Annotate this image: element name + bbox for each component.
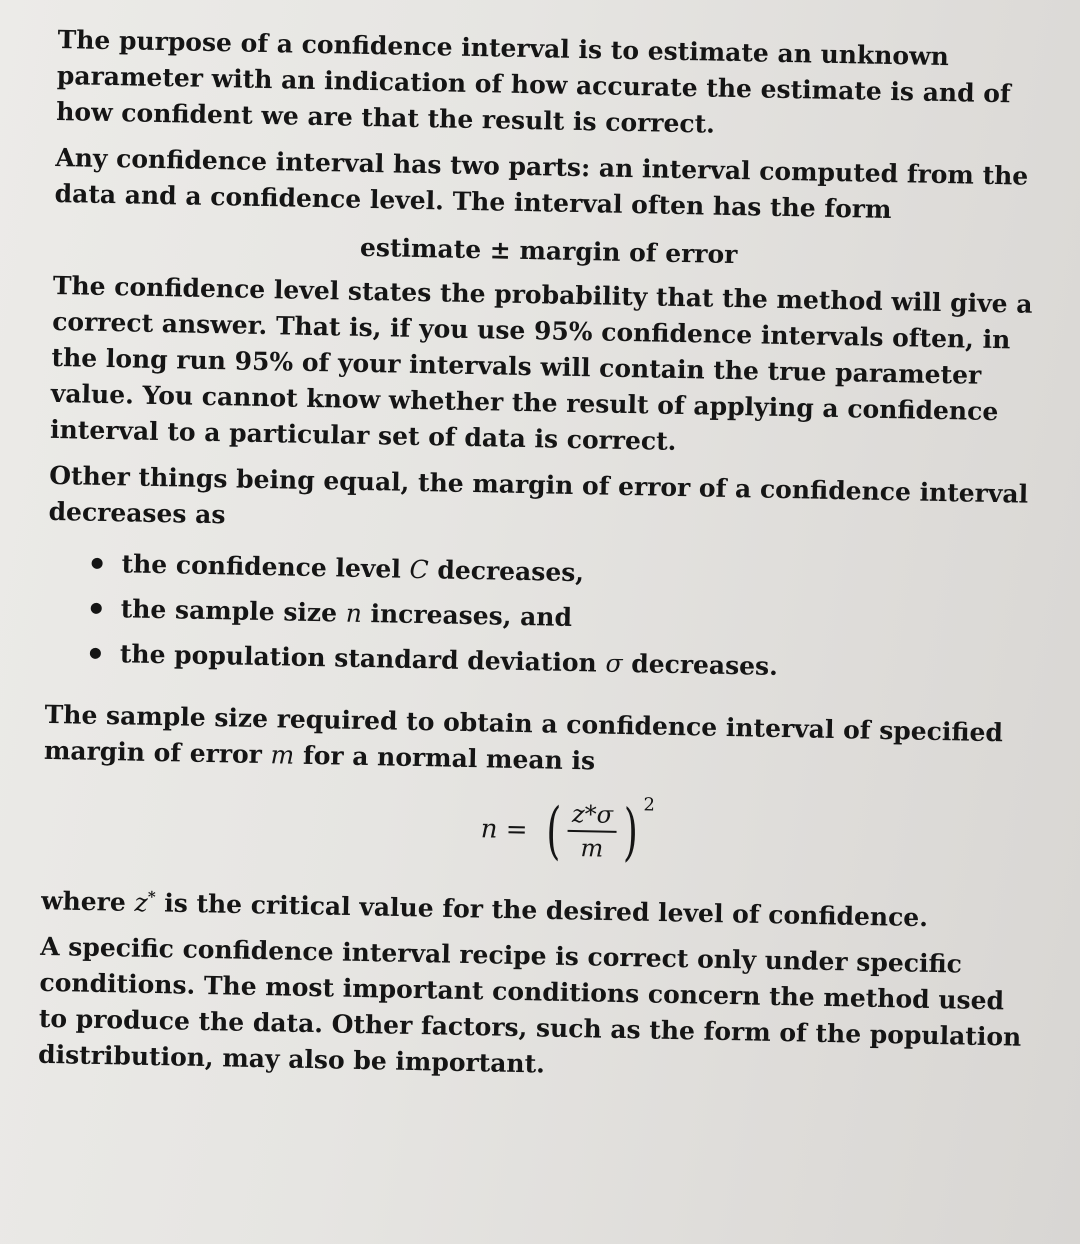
right-paren: ) [622, 795, 639, 869]
list-item: the sample size n increases, and [90, 586, 1037, 649]
term-confidence-level: confidence level [114, 272, 340, 306]
paragraph-sample-size: The sample size required to obtain a confidence interval of specified margin of error m for a normal mean is [43, 699, 1004, 776]
sample-size-formula [42, 773, 1034, 888]
list-item: the confidence level C decreases, [91, 541, 1038, 604]
list-item: the population standard deviation σ decreases. [89, 631, 1036, 694]
paragraph-critical-value: where z* is the critical value for the desired level of confidence. [40, 886, 929, 933]
paragraph-two-parts: Any confidence interval has two parts: an interval computed from the data and a confidence level. The interval often has the form [54, 142, 1029, 225]
interval-form: estimate ± margin of error [359, 232, 738, 270]
paragraph-margin-decreases: Other things being equal, the margin of error of a confidence interval decreases as [48, 460, 1029, 530]
formula-denominator: m [580, 834, 604, 863]
formula-fraction [567, 800, 617, 863]
paragraph-confidence-level: The confidence level states the probability that the method will give a correct answer. That is, if you use 95% confidence intervals often, in the long run 95% of your intervals will contain the true parameter value. You cannot know whether the result of applying a confidence interval to a particular set of data is correct. [49, 270, 1033, 456]
paragraph-recipe-conditions: A specific confidence interval recipe is correct only under specific conditions. The most important conditions concern the method used to produce the data. Other factors, such as the form of the population distribution, may also be important. [37, 932, 1022, 1079]
formula-lhs: n = [480, 814, 528, 846]
conditions-list [45, 540, 1037, 694]
formula-numerator: z*σ [568, 800, 618, 833]
paragraph-purpose: The purpose of a confidence interval is to estimate an unknown parameter with an indication of how accurate the estimate is and of how confident we are that the result is correct. [56, 24, 1011, 139]
left-paren: ( [545, 793, 562, 867]
formula-exponent: 2 [643, 794, 656, 816]
term-confidence-interval: confidence interval [301, 29, 571, 64]
textbook-page [38, 22, 1048, 1102]
